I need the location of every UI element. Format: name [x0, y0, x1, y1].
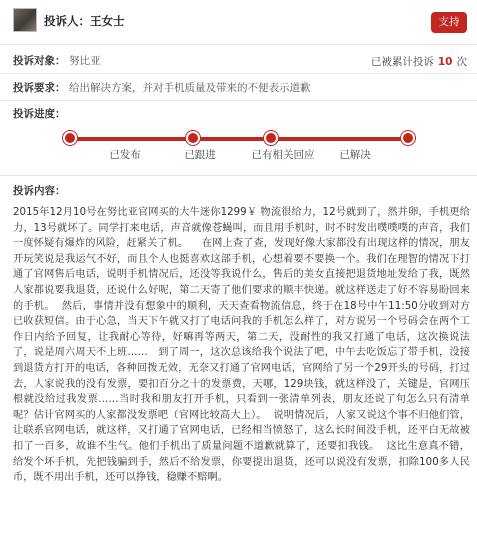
count-prefix: 已被累计投诉 — [370, 56, 434, 68]
target-value: 努比亚 — [69, 55, 101, 67]
count-suffix: 次 — [456, 56, 467, 68]
progress-dot-published — [63, 131, 77, 145]
progress-dot-responded — [264, 131, 278, 145]
progress-dot-resolved — [401, 131, 415, 145]
content-row — [13, 183, 467, 198]
progress-tracker — [55, 128, 425, 168]
progress-dot-followed — [186, 131, 200, 145]
support-button[interactable]: 支持 — [431, 12, 467, 33]
divider — [0, 175, 477, 176]
complainant-name: 投诉人：王女士 — [44, 14, 125, 28]
divider — [0, 44, 477, 45]
content-label: 投诉内容： — [13, 185, 66, 197]
progress-step-published: 已发布 — [109, 149, 141, 161]
progress-step-resolved: 已解决 — [339, 149, 371, 161]
complaint-header — [0, 0, 477, 44]
progress-track — [70, 137, 410, 141]
demand-value: 给出解决方案，并对手机质量及带来的不便表示道歉 — [69, 82, 311, 94]
complaint-demand-row — [13, 80, 467, 95]
divider — [0, 73, 477, 74]
complaint-content-text: 2015年12月10号在努比亚官网买的大牛迷你1299￥ 物流很给力，12号就到了，然并卵，手机更给力，13号就坏了。同学打来电话，声音就像苍蝇叫，而且用手机时，时不时发出噗噗噗的声音，我们一度怀疑有爆炸的风险，赶紧关了机。 在网上查了查，发现好像大家都没有出现这样的情况，朋友开玩笑说是我运气不好，而且个人也挺喜欢这部手机，心想着要不要换一个。我们在理智的情况下打通了官网售后电话，说明手机情况后，还没等我说什么，售后的美女直接把退货地址发给了我，既然人家都说要我退货，还说什么好呢，第二天寄了他们要求的顺丰快递。就这样送走了好不容易盼回来的手机。 然后，事情并没有想象中的顺利，天天查看物流信息，终于在18号中午11:50分收到对方已收获短信。由于心急，当天下午就又打了电话问我的手机怎么样了，对方说另一个号码会在两个工作日内给予回复，让我耐心等待，好嘛再等两天，第二天，没耐性的我又打通了电话，这次换说法了，说是周六周天不上班…… 到了周一，这次总该给我个说法了吧，中午去吃饭忘了带手机，没接到退货方打开的电话，各种回拨无效，无奈又打通了官网电话，官网给了另一个29开头的号码，打过去，人家说我的没有发票，要扣百分之十的发票费，天哪，129块钱，就这样没了，关键是，官网压根就没给过我发票……当时我和朋友打开手机，只看到一张清单列表，朋友还说了句怎么只有清单呢？估计官网买的人家都没发票吧（官网比较高大上）。 说明情况后，人家又说这个事不归他们管，让联系官网电话，就这样，又打通了官网电话，已经相当愤怒了，这么长时间没手机，还平白无故被扣了一百多，故谁不生气。他们手机出了质量问题不道歉就算了，还要扣我钱。 这比生意真不错，给发个坏手机，先把钱骗到手，然后不给发票，你要提出退货，还可以说没有发票，扣除100多人民币，既不用出手机，还可以挣钱，稳赚不赔啊。 — [13, 207, 470, 484]
progress-step-followed: 已跟进 — [184, 149, 216, 161]
progress-step-responded: 已有相关回应 — [251, 149, 315, 161]
progress-label: 投诉进度： — [13, 108, 66, 120]
divider — [0, 100, 477, 101]
avatar — [13, 8, 37, 32]
demand-label: 投诉要求： — [13, 82, 66, 94]
progress-row — [13, 106, 467, 121]
target-label: 投诉对象： — [13, 55, 66, 67]
complaint-count — [371, 54, 467, 69]
count-value: 10 — [437, 56, 453, 68]
